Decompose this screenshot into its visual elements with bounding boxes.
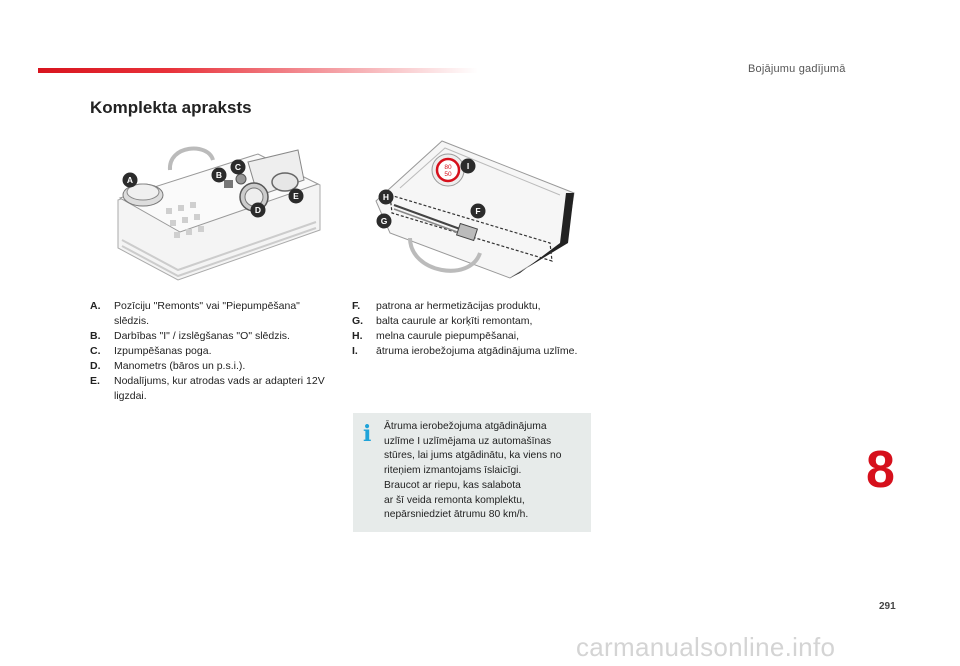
chapter-number: 8 — [866, 441, 895, 499]
info-line: nepārsniedziet ātrumu 80 km/h. — [384, 509, 529, 521]
info-line: uzlīme I uzlīmējama uz automašīnas — [384, 435, 552, 447]
watermark: carmanualsonline.info — [576, 632, 836, 662]
legend-item-a: A. Pozīciju "Remonts" vai "Piepumpēšana" slēdzis. — [90, 300, 300, 327]
info-line: Braucot ar riepu, kas salabota — [384, 479, 521, 491]
legend-item-g: G. balta caurule ar korķīti remontam, — [352, 315, 533, 327]
info-line: stūres, lai jums atgādinātu, ka viens no — [384, 450, 562, 462]
info-text — [384, 420, 584, 523]
legend-item-b: B. Darbības "I" / izslēgšanas "O" slēdzis. — [90, 330, 290, 342]
legend-item-c: C. Izpumpēšanas poga. — [90, 345, 212, 357]
info-line: ar šī veida remonta komplektu, — [384, 494, 525, 506]
legend-right — [352, 299, 612, 359]
sticker-50: 50 — [444, 171, 452, 178]
info-box — [353, 413, 591, 532]
info-icon: i — [363, 421, 372, 447]
legend-item-h: H. melna caurule piepumpēšanai, — [352, 330, 520, 342]
legend-item-e: E. Nodalījums, kur atrodas vads ar adapteri 12V ligzdai. — [90, 375, 325, 402]
header-accent-bar — [38, 68, 478, 73]
legend-item-f: F. patrona ar hermetizācijas produktu, — [352, 300, 541, 312]
label-d: D — [254, 205, 262, 215]
info-line: riteņiem izmantojams īslaicīgi. — [384, 465, 522, 477]
label-c: C — [234, 162, 242, 172]
legend-item-i: I. ātruma ierobežojuma atgādinājuma uzlīme. — [352, 345, 578, 357]
kit-cartridge-illustration — [370, 133, 582, 283]
legend-item-d: D. Manometrs (bāros un p.s.i.). — [90, 360, 246, 372]
legend-left — [90, 299, 325, 404]
page-number: 291 — [879, 601, 896, 612]
sticker-80: 80 — [444, 164, 452, 171]
info-line: Ātruma ierobežojuma atgādinājuma — [384, 421, 547, 432]
label-i: I — [466, 161, 470, 171]
label-e: E — [293, 191, 299, 201]
label-b: B — [215, 170, 223, 180]
label-a: A — [126, 175, 134, 185]
section-title: Komplekta apraksts — [90, 98, 252, 117]
header-title: Bojājumu gadījumā — [748, 63, 846, 75]
label-f: F — [475, 206, 481, 216]
label-g: G — [380, 216, 388, 226]
kit-compressor-illustration — [108, 140, 330, 290]
label-h: H — [382, 192, 390, 202]
